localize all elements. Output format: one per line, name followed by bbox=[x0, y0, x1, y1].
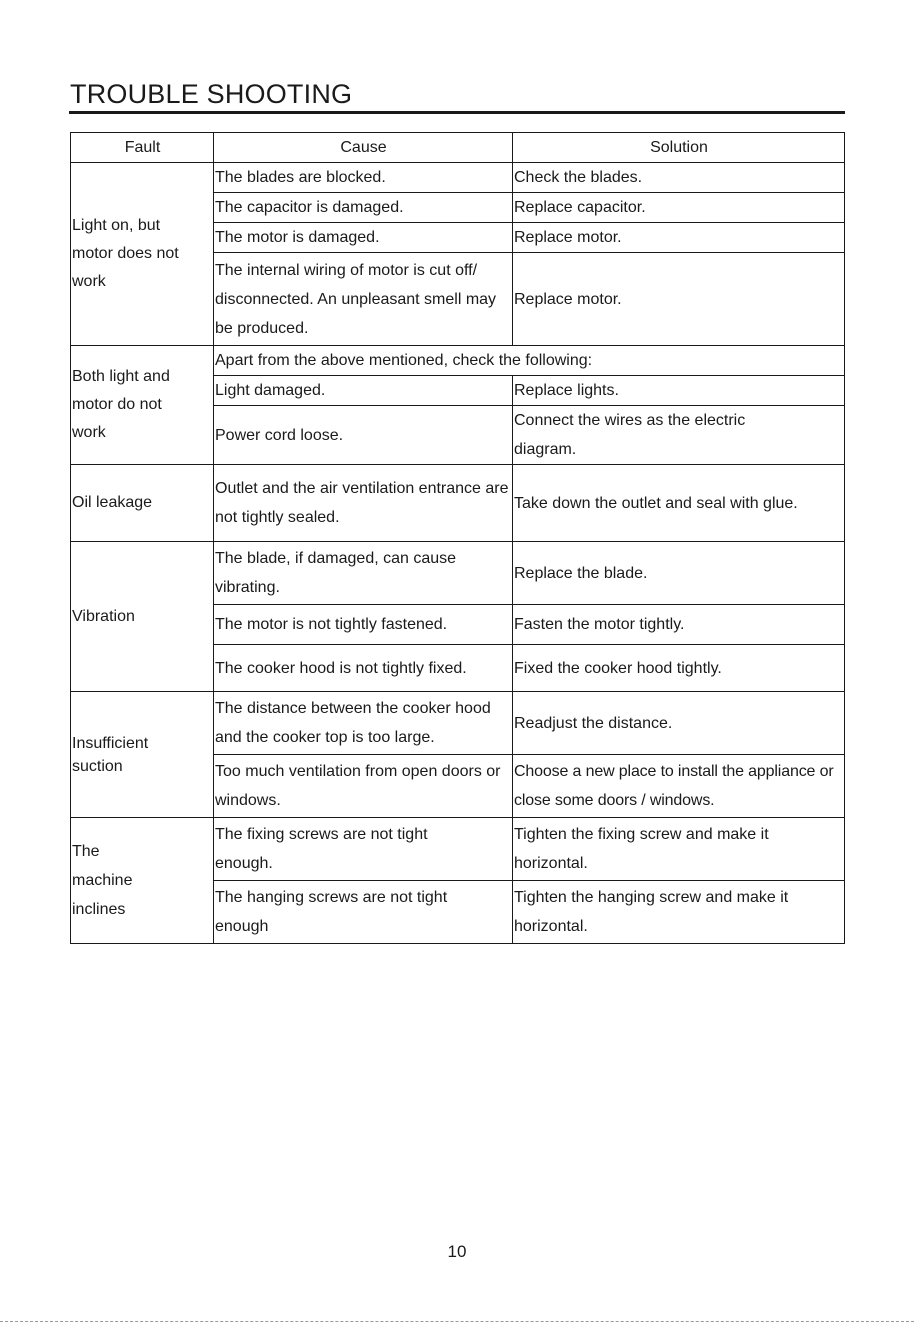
table-row bbox=[71, 542, 845, 605]
table-row bbox=[71, 818, 845, 881]
solution-cell: Replace lights. bbox=[513, 376, 845, 406]
solution-cell: Replace the blade. bbox=[513, 542, 845, 605]
fault-cell: The machine inclines bbox=[71, 818, 214, 944]
cause-cell: The hanging screws are not tight enough bbox=[214, 881, 513, 944]
header-row bbox=[71, 133, 845, 163]
solution-cell: Fasten the motor tightly. bbox=[513, 605, 845, 645]
solution-cell: Replace motor. bbox=[513, 223, 845, 253]
header-cause: Cause bbox=[214, 133, 513, 163]
fault-cell: Both light and motor do not work bbox=[71, 346, 214, 465]
page-number: 10 bbox=[447, 1242, 467, 1261]
troubleshooting-table bbox=[70, 132, 845, 944]
cause-cell: The internal wiring of motor is cut off/ disconnected. An unpleasant smell may be produced. bbox=[214, 253, 513, 346]
solution-cell: Tighten the hanging screw and make it horizontal. bbox=[513, 881, 845, 944]
cause-cell: The blades are blocked. bbox=[214, 163, 513, 193]
solution-cell: Take down the outlet and seal with glue. bbox=[513, 465, 845, 542]
page-bottom-edge bbox=[0, 1321, 914, 1322]
solution-cell: Replace motor. bbox=[513, 253, 845, 346]
cause-cell: The cooker hood is not tightly fixed. bbox=[214, 645, 513, 692]
header-solution: Solution bbox=[513, 133, 845, 163]
solution-cell: Replace capacitor. bbox=[513, 193, 845, 223]
fault-cell: Light on, but motor does not work bbox=[71, 163, 214, 346]
solution-cell: Check the blades. bbox=[513, 163, 845, 193]
solution-cell: Readjust the distance. bbox=[513, 692, 845, 755]
fault-cell: Vibration bbox=[71, 542, 214, 692]
cause-cell: The fixing screws are not tight enough. bbox=[214, 818, 513, 881]
solution-cell: Choose a new place to install the appliance or close some doors / windows. bbox=[513, 755, 845, 818]
solution-cell: Tighten the fixing screw and make it horizontal. bbox=[513, 818, 845, 881]
cause-cell: The motor is not tightly fastened. bbox=[214, 605, 513, 645]
cause-cell: The motor is damaged. bbox=[214, 223, 513, 253]
cause-cell: Too much ventilation from open doors or windows. bbox=[214, 755, 513, 818]
title-underline bbox=[69, 111, 845, 114]
fault-cell: Insufficient suction bbox=[71, 692, 214, 818]
table-row bbox=[71, 692, 845, 755]
table-row bbox=[71, 163, 845, 193]
note-cell: Apart from the above mentioned, check the following: bbox=[214, 346, 845, 376]
cause-cell: The distance between the cooker hood and the cooker top is too large. bbox=[214, 692, 513, 755]
solution-cell: Fixed the cooker hood tightly. bbox=[513, 645, 845, 692]
cause-cell: The blade, if damaged, can cause vibrating. bbox=[214, 542, 513, 605]
table-row bbox=[71, 465, 845, 542]
solution-cell: Connect the wires as the electric diagram. bbox=[513, 406, 845, 465]
cause-cell: Light damaged. bbox=[214, 376, 513, 406]
table-row bbox=[71, 346, 845, 376]
cause-cell: The capacitor is damaged. bbox=[214, 193, 513, 223]
fault-cell: Oil leakage bbox=[71, 465, 214, 542]
header-fault: Fault bbox=[71, 133, 214, 163]
cause-cell: Power cord loose. bbox=[214, 406, 513, 465]
page-title: TROUBLE SHOOTING bbox=[70, 79, 353, 109]
cause-cell: Outlet and the air ventilation entrance are not tightly sealed. bbox=[214, 465, 513, 542]
